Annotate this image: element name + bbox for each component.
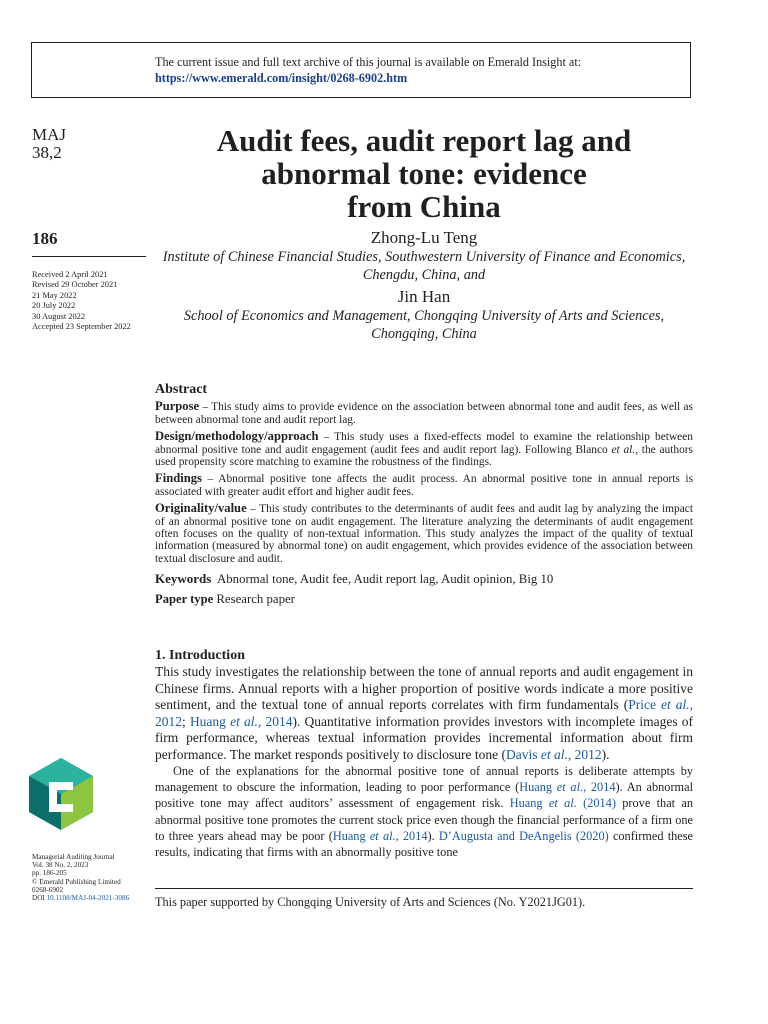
citation-link[interactable]: D’Augusta and DeAngelis (2020): [438, 828, 609, 843]
title-line: abnormal tone: evidence: [261, 156, 587, 191]
pubinfo-journal: Managerial Auditing Journal: [32, 853, 115, 861]
pubinfo-pages: pp. 186-205: [32, 869, 67, 878]
abstract-originality: Originality/value – This study contributes to the determinants of audit fees and audit lag by analyzing the impact of an abnormal positive tone on audit engagement. The literature analyzing the determinants of audit engagement often focuses on the quality of non-textual information. This study analyzes the impact of the quality of textual information (measured by abnormal tone) on audit engagement, which provides evidence of the association between textual disclosure and audit.: [155, 501, 693, 565]
doi-link[interactable]: 10.1108/MAJ-04-2021-3086: [46, 894, 130, 903]
originality-label: Originality/value: [155, 501, 247, 516]
abstract-findings: Findings – Abnormal positive tone affects the audit process. An abnormal positive tone in annual reports is associated with greater audit effort and higher audit fees.: [155, 471, 694, 498]
date-revised-1: Revised 29 October 2021: [32, 280, 118, 290]
abstract-design: Design/methodology/approach – This study uses a fixed-effects model to examine the relationship between abnormal positive tone and audit engagement (audit fees and audit report lag). Following Blanco et al., the authors used propensity score matching to examine the robustness of the findings.: [155, 429, 693, 469]
citation-link[interactable]: Huang et al., 2014: [189, 713, 293, 729]
page-number: 186: [32, 229, 58, 248]
date-accepted: Accepted 23 September 2022: [32, 322, 131, 332]
journal-abbrev: MAJ: [32, 125, 67, 144]
citation-link[interactable]: Price et al., 2012: [155, 697, 693, 729]
journal-volume: 38,2: [32, 143, 62, 162]
pubinfo-doi: DOI 10.1108/MAJ-04-2021-3086: [32, 894, 130, 903]
journal-volume-label: [32, 126, 66, 162]
emerald-logo-icon: [29, 758, 93, 830]
purpose-label: Purpose: [155, 399, 200, 414]
author-affiliation: Institute of Chinese Financial Studies, Southwestern University of Finance and Economics, Chengdu, China, and: [162, 249, 686, 283]
author-name: Jin Han: [397, 287, 451, 306]
body-paragraph: This study investigates the relationship between the tone of annual reports and audit engagement in Chinese firms. Annual reports with a higher proportion of positive words indicate a more positive sentiment, and the textual tone of annual reports correlates with firm fundamentals (Price et al., 2012; Huang et al., 2014). Quantitative information provides investors with incomplete images of firm performance, whereas textual information provides incremental information about firm performance. The market responds positively to disclosure tone (Davis et al., 2012).: [155, 664, 693, 762]
author-affiliation: School of Economics and Management, Chongqing University of Arts and Sciences, Chongqing, China: [183, 308, 665, 342]
abstract-purpose: Purpose – This study aims to provide evidence on the association between abnormal tone and audit fees, as well as between abnormal tone and audit report lag.: [155, 399, 693, 426]
footnote-divider: [155, 888, 693, 889]
notice-text: The current issue and full text archive of this journal is available on Emerald Insight at:: [155, 55, 582, 69]
title-line: from China: [347, 189, 501, 224]
paper-type: Paper type Research paper: [155, 592, 295, 607]
citation-link[interactable]: Davis et al., 2012: [506, 746, 602, 762]
body-paragraph: One of the explanations for the abnormal positive tone of annual reports is deliberate attempts by management to obscure the information, leading to poor performance (Huang et al., 2014). An abnormal positive tone may affect auditors’ assessment of engagement risk. Huang et al. (2014) prove that an abnormal positive tone promotes the current stock price even though the financial performance of a firm one to three years ahead may be poor (Huang et al., 2014). D’Augusta and DeAngelis (2020) confirmed these results, indicating that firms with an abnormally positive tone: [155, 764, 694, 860]
abstract-section: [155, 384, 693, 607]
citation-link[interactable]: Huang et al. (2014): [509, 796, 616, 811]
keywords: Keywords Abnormal tone, Audit fee, Audit report lag, Audit opinion, Big 10: [155, 571, 554, 587]
design-label: Design/methodology/approach: [155, 429, 319, 444]
funding-footnote: This paper supported by Chongqing University of Arts and Sciences (No. Y2021JG01).: [155, 895, 586, 909]
pubinfo-issn: 0268-6902: [32, 885, 64, 894]
title-line: Audit fees, audit report lag and: [216, 123, 632, 158]
author-name: Zhong-Lu Teng: [370, 228, 478, 247]
paper-type-label: Paper type: [155, 592, 214, 607]
introduction-section: [155, 648, 693, 860]
paper-title: [155, 124, 693, 223]
journal-access-notice: [31, 42, 691, 98]
date-revised-3: 20 July 2022: [32, 301, 76, 311]
date-received: Received 2 April 2021: [32, 270, 108, 279]
section-heading: 1. Introduction: [155, 648, 245, 663]
article-history-dates: [32, 270, 131, 332]
publication-info: [32, 853, 129, 902]
citation-link[interactable]: Huang et al., 2014: [519, 780, 616, 795]
abstract-heading: Abstract: [155, 382, 208, 397]
keywords-label: Keywords: [155, 571, 212, 587]
date-revised-2: 21 May 2022: [32, 290, 77, 300]
pubinfo-copyright: © Emerald Publishing Limited: [32, 877, 121, 886]
date-revised-4: 30 August 2022: [32, 311, 86, 321]
author-block: [155, 228, 693, 346]
findings-label: Findings: [155, 471, 202, 486]
citation-link[interactable]: Huang et al., 2014: [332, 828, 428, 843]
margin-divider: [32, 256, 146, 257]
journal-url-link[interactable]: https://www.emerald.com/insight/0268-6902.htm: [155, 71, 408, 85]
pubinfo-volume: Vol. 38 No. 2, 2023: [32, 861, 89, 870]
